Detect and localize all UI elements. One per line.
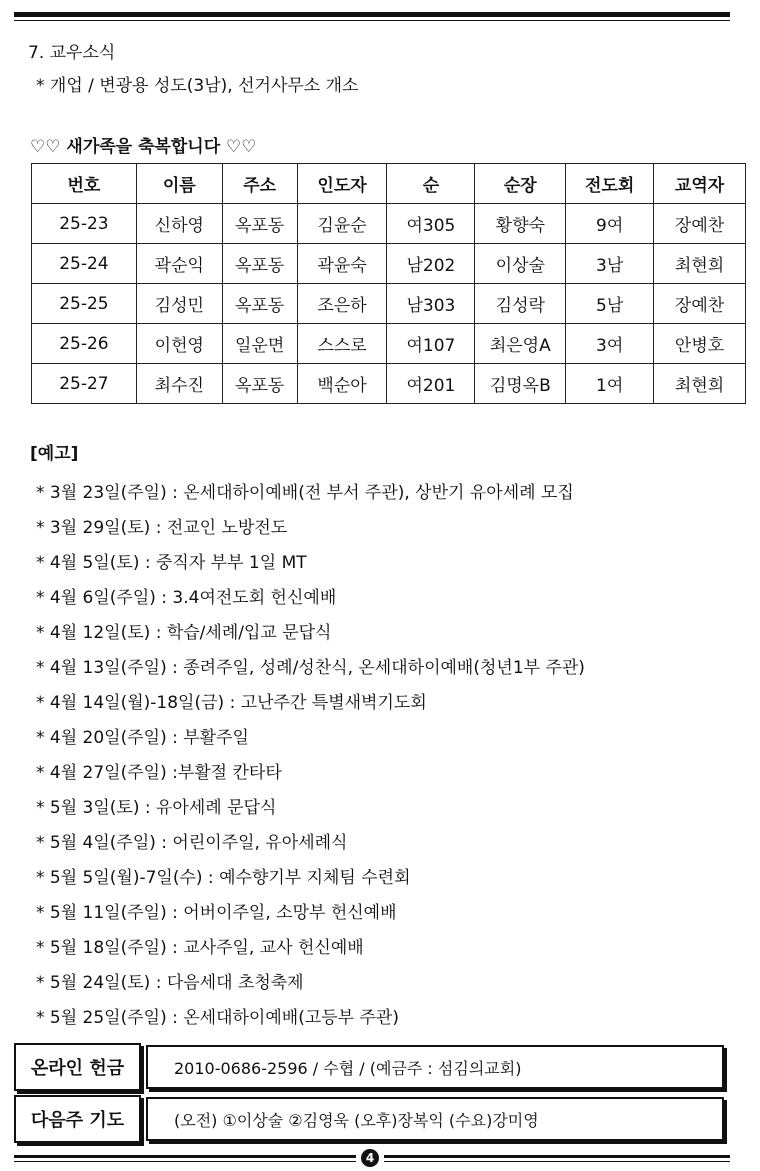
table-cell: 안병호 [654,324,746,364]
column-header: 순 [387,164,475,204]
table-cell: 장예찬 [654,204,746,244]
new-family-table [31,163,746,404]
bottom-rule-left [14,1155,356,1158]
notice-item: * 4월 14일(월)-18일(금) : 고난주간 특별새벽기도회 [36,693,427,713]
table-cell: 장예찬 [654,284,746,324]
notice-item: * 3월 29일(토) : 전교인 노방전도 [36,518,288,538]
table-cell: 옥포동 [222,284,297,324]
table-cell: 여305 [387,204,475,244]
notice-item: * 5월 25일(주일) : 온세대하이예배(고등부 주관) [36,1008,399,1028]
notice-item: * 5월 24일(토) : 다음세대 초청축제 [36,973,304,993]
column-header: 인도자 [297,164,387,204]
table-cell: 5남 [566,284,654,324]
notice-item: * 4월 12일(토) : 학습/세례/입교 문답식 [36,623,332,643]
table-cell: 1여 [566,364,654,404]
table-row [32,244,746,284]
table-cell: 9여 [566,204,654,244]
table-cell: 최현희 [654,364,746,404]
table-cell: 25-27 [32,364,137,404]
notice-item: * 3월 23일(주일) : 온세대하이예배(전 부서 주관), 상반기 유아세례 모집 [36,483,574,503]
next-prayer-label: 다음주 기도 [14,1095,141,1143]
notice-item: * 5월 11일(주일) : 어버이주일, 소망부 헌신예배 [36,903,397,923]
bottom-rule-right-thin [384,1161,730,1162]
new-family-heading: ♡♡ 새가족을 축복합니다 ♡♡ [30,137,257,157]
next-prayer-value: (오전) ①이상술 ②김영욱 (오후)장복익 (수요)강미영 [146,1097,724,1141]
table-cell: 이헌영 [136,324,222,364]
table-cell: 김명옥B [475,364,566,404]
page-number: 4 [361,1149,379,1167]
table-row [32,284,746,324]
bottom-rule-left-thin [14,1161,356,1162]
table-cell: 남202 [387,244,475,284]
table-cell: 이상술 [475,244,566,284]
table-cell: 옥포동 [222,364,297,404]
column-header: 번호 [32,164,137,204]
table-cell: 25-26 [32,324,137,364]
table-row [32,324,746,364]
table-header-row [32,164,746,204]
table-cell: 여107 [387,324,475,364]
table-cell: 옥포동 [222,244,297,284]
church-news-title: 7. 교우소식 [28,43,116,63]
table-cell: 김성민 [136,284,222,324]
table-cell: 3여 [566,324,654,364]
notice-item: * 5월 4일(주일) : 어린이주일, 유아세례식 [36,833,348,853]
notice-item: * 5월 3일(토) : 유아세례 문답식 [36,798,277,818]
table-cell: 25-25 [32,284,137,324]
table-cell: 백순아 [297,364,387,404]
notice-item: * 4월 20일(주일) : 부활주일 [36,728,249,748]
notice-item: * 4월 6일(주일) : 3.4여전도회 헌신예배 [36,588,337,608]
table-cell: 남303 [387,284,475,324]
column-header: 순장 [475,164,566,204]
table-cell: 곽윤숙 [297,244,387,284]
church-news-item: * 개업 / 변광용 성도(3남), 선거사무소 개소 [36,76,359,96]
table-cell: 스스로 [297,324,387,364]
table-cell: 곽순익 [136,244,222,284]
table-cell: 신하영 [136,204,222,244]
table-cell: 최현희 [654,244,746,284]
table-cell: 조은하 [297,284,387,324]
table-row [32,364,746,404]
notices-heading: [예고] [30,444,79,464]
column-header: 교역자 [654,164,746,204]
table-cell: 3남 [566,244,654,284]
table-cell: 황향숙 [475,204,566,244]
column-header: 전도회 [566,164,654,204]
table-cell: 최수진 [136,364,222,404]
table-cell: 25-23 [32,204,137,244]
table-cell: 최은영A [475,324,566,364]
table-cell: 옥포동 [222,204,297,244]
online-offering-label: 온라인 헌금 [14,1043,141,1091]
table-cell: 일운면 [222,324,297,364]
notice-item: * 4월 13일(주일) : 종려주일, 성례/성찬식, 온세대하이예배(청년1부 주관) [36,658,585,678]
table-row [32,204,746,244]
table-cell: 여201 [387,364,475,404]
table-cell: 25-24 [32,244,137,284]
table-cell: 김성락 [475,284,566,324]
bottom-rule-right [384,1155,730,1158]
notice-item: * 5월 18일(주일) : 교사주일, 교사 헌신예배 [36,938,364,958]
table-cell: 김윤순 [297,204,387,244]
notice-item: * 4월 5일(토) : 중직자 부부 1일 MT [36,553,307,573]
top-rule-thin [14,20,730,21]
column-header: 이름 [136,164,222,204]
notice-item: * 5월 5일(월)-7일(수) : 예수향기부 지체팀 수련회 [36,868,411,888]
column-header: 주소 [222,164,297,204]
notice-item: * 4월 27일(주일) :부활절 칸타타 [36,763,282,783]
online-offering-value: 2010-0686-2596 / 수협 / (예금주 : 섬김의교회) [146,1045,724,1089]
top-rule-thick [14,12,730,17]
